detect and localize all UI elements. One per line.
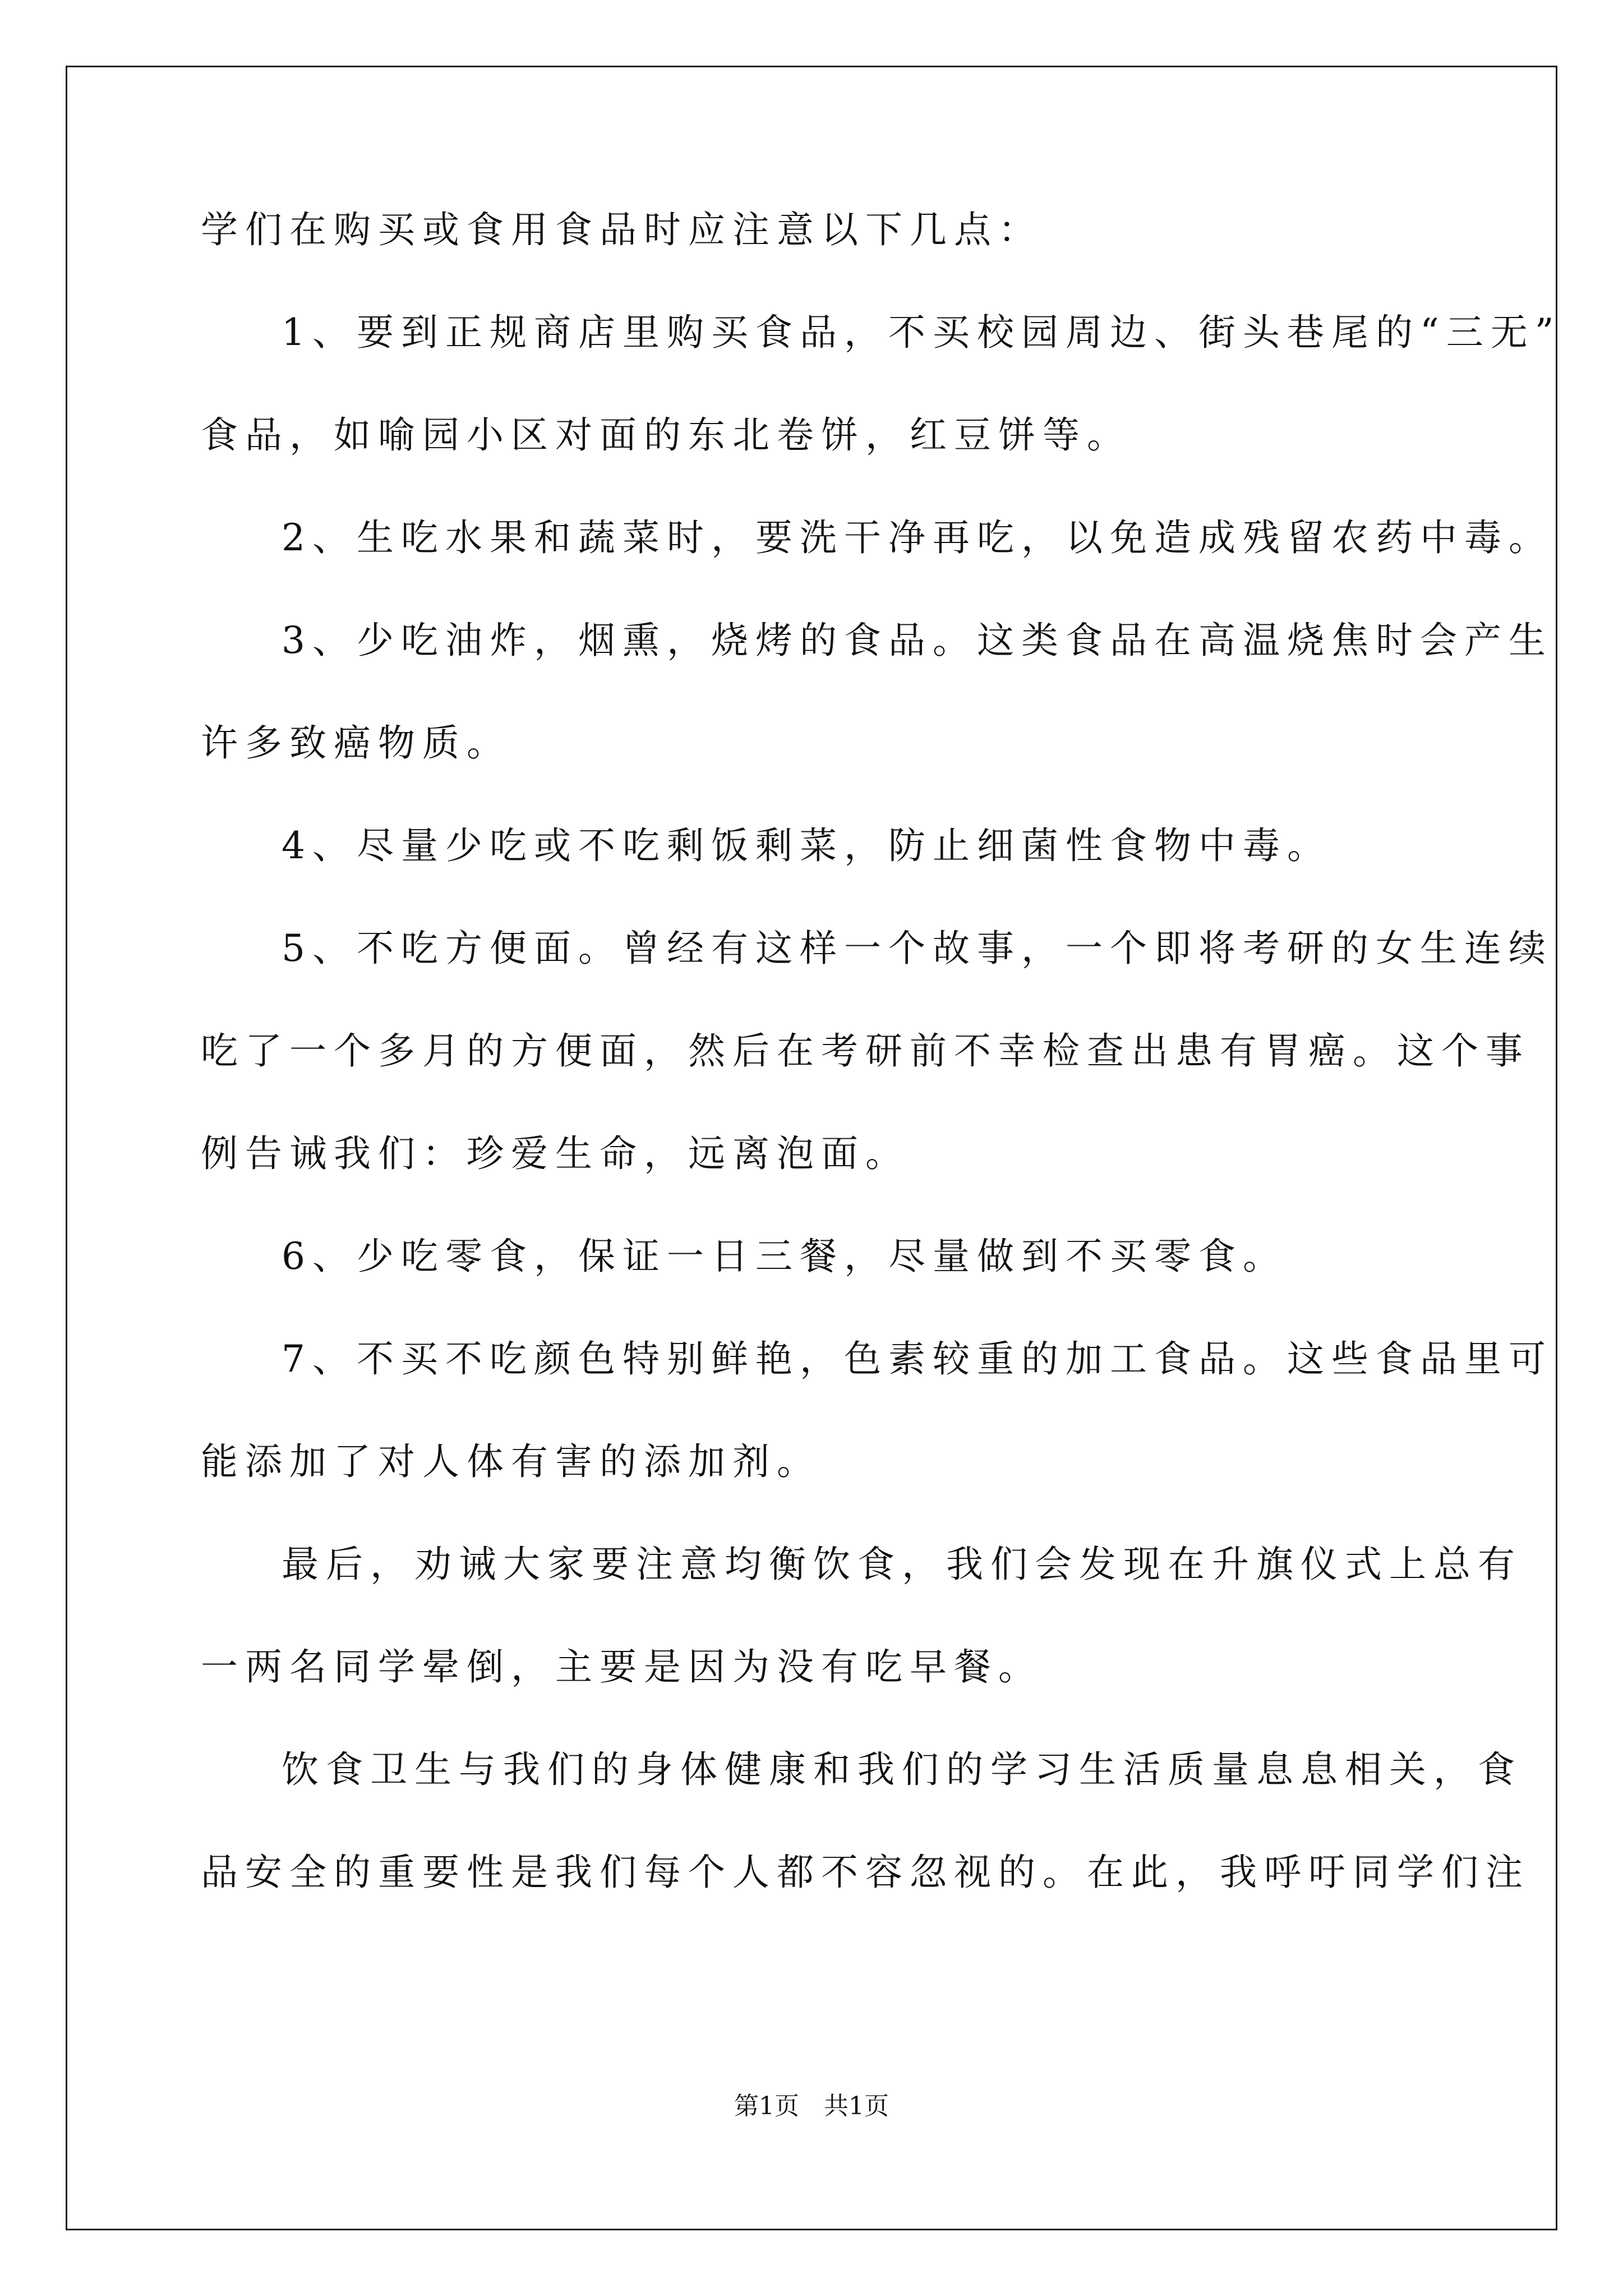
text-line: 吃了一个多月的方便面，然后在考研前不幸检查出患有胃癌。这个事 xyxy=(201,1029,1530,1073)
text-line: 一两名同学晕倒，主要是因为没有吃早餐。 xyxy=(201,1645,1043,1688)
text-line: 品安全的重要性是我们每个人都不容忽视的。在此，我呼吁同学们注 xyxy=(201,1851,1530,1894)
text-line: 3、少吃油炸，烟熏，烧烤的食品。这类食品在高温烧焦时会产生 xyxy=(282,619,1553,662)
text-line: 最后，劝诫大家要注意均衡饮食，我们会发现在升旗仪式上总有 xyxy=(282,1543,1522,1586)
text-line: 7、不买不吃颜色特别鲜艳，色素较重的加工食品。这些食品里可 xyxy=(282,1337,1553,1381)
text-line: 例告诫我们：珍爱生命，远离泡面。 xyxy=(201,1132,910,1175)
text-line: 4、尽量少吃或不吃剩饭剩菜，防止细菌性食物中毒。 xyxy=(282,824,1331,867)
text-line: 食品，如喻园小区对面的东北卷饼，红豆饼等。 xyxy=(201,413,1131,457)
text-line: 许多致癌物质。 xyxy=(201,721,511,765)
text-line: 5、不吃方便面。曾经有这样一个故事，一个即将考研的女生连续 xyxy=(282,927,1553,970)
text-line: 能添加了对人体有害的添加剂。 xyxy=(201,1440,821,1483)
text-line: 6、少吃零食，保证一日三餐，尽量做到不买零食。 xyxy=(282,1235,1287,1278)
text-line: 饮食卫生与我们的身体健康和我们的学习生活质量息息相关，食 xyxy=(282,1748,1522,1791)
text-line: 1、要到正规商店里购买食品，不买校园周边、街头巷尾的“三无” xyxy=(282,311,1561,354)
text-line: 学们在购买或食用食品时应注意以下几点： xyxy=(201,208,1043,251)
text-line: 2、生吃水果和蔬菜时，要洗干净再吃，以免造成残留农药中毒。 xyxy=(282,516,1553,559)
page-number-footer: 第1页 共1页 xyxy=(734,2092,889,2120)
